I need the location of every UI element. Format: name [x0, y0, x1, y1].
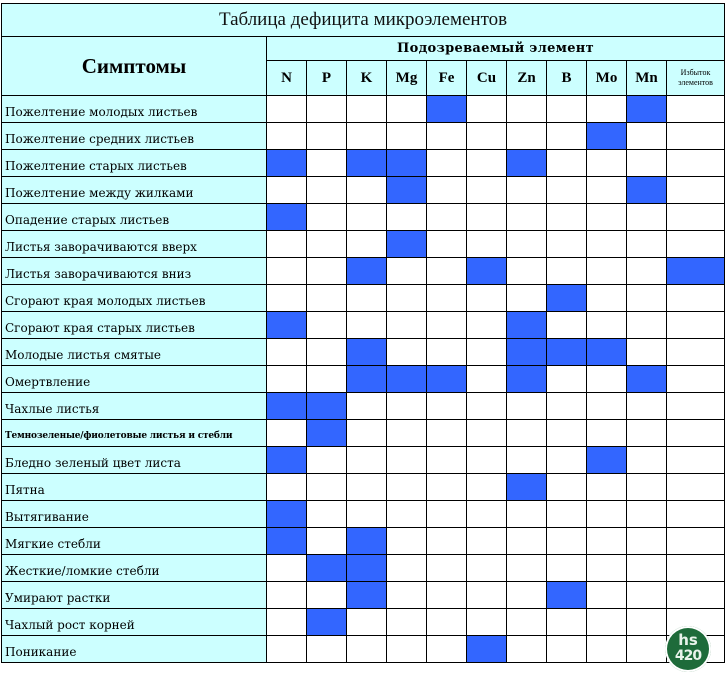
empty-cell [587, 501, 627, 528]
empty-cell [587, 312, 627, 339]
symptom-label: Темнозеленые/фиолетовые листья и стебли [2, 420, 267, 447]
marked-cell [347, 582, 387, 609]
empty-cell [307, 474, 347, 501]
empty-cell [467, 285, 507, 312]
empty-cell [587, 177, 627, 204]
symptom-label: Жесткие/ломкие стебли [2, 555, 267, 582]
symptom-label: Сгорают края молодых листьев [2, 285, 267, 312]
empty-cell [387, 528, 427, 555]
empty-cell [307, 258, 347, 285]
symptom-label: Вытягивание [2, 501, 267, 528]
empty-cell [507, 204, 547, 231]
empty-cell [587, 528, 627, 555]
empty-cell [667, 447, 725, 474]
empty-cell [667, 393, 725, 420]
empty-cell [547, 231, 587, 258]
empty-cell [307, 636, 347, 663]
empty-cell [627, 609, 667, 636]
empty-cell [427, 177, 467, 204]
empty-cell [467, 555, 507, 582]
marked-cell [627, 366, 667, 393]
empty-cell [467, 150, 507, 177]
empty-cell [347, 177, 387, 204]
empty-cell [627, 501, 667, 528]
empty-cell [347, 312, 387, 339]
empty-cell [267, 420, 307, 447]
marked-cell [347, 339, 387, 366]
marked-cell [347, 528, 387, 555]
marked-cell [347, 150, 387, 177]
empty-cell [587, 231, 627, 258]
marked-cell [307, 609, 347, 636]
table-row [2, 447, 725, 474]
marked-cell [627, 177, 667, 204]
empty-cell [667, 528, 725, 555]
table-row [2, 339, 725, 366]
empty-cell [467, 204, 507, 231]
table-row [2, 123, 725, 150]
empty-cell [507, 501, 547, 528]
suspected-element-header: Подозреваемый элемент [267, 37, 725, 61]
deficiency-table [1, 3, 725, 663]
empty-cell [427, 123, 467, 150]
symptom-label: Опадение старых листьев [2, 204, 267, 231]
table-row [2, 231, 725, 258]
empty-cell [547, 609, 587, 636]
empty-cell [547, 258, 587, 285]
logo-text-bottom: 420 [674, 648, 702, 664]
empty-cell [627, 204, 667, 231]
empty-cell [307, 96, 347, 123]
symptom-label: Омертвление [2, 366, 267, 393]
element-header-fe: Fe [427, 61, 467, 96]
empty-cell [307, 285, 347, 312]
table-row [2, 366, 725, 393]
table-row [2, 501, 725, 528]
empty-cell [427, 447, 467, 474]
marked-cell [667, 258, 725, 285]
empty-cell [307, 528, 347, 555]
empty-cell [467, 312, 507, 339]
empty-cell [267, 258, 307, 285]
element-header-mo: Mo [587, 61, 627, 96]
marked-cell [507, 366, 547, 393]
empty-cell [467, 420, 507, 447]
empty-cell [467, 339, 507, 366]
empty-cell [387, 123, 427, 150]
empty-cell [547, 204, 587, 231]
empty-cell [347, 501, 387, 528]
empty-cell [347, 474, 387, 501]
empty-cell [587, 258, 627, 285]
empty-cell [587, 420, 627, 447]
empty-cell [467, 366, 507, 393]
marked-cell [467, 636, 507, 663]
marked-cell [547, 582, 587, 609]
empty-cell [427, 258, 467, 285]
marked-cell [387, 150, 427, 177]
empty-cell [387, 501, 427, 528]
marked-cell [347, 258, 387, 285]
empty-cell [467, 231, 507, 258]
marked-cell [267, 393, 307, 420]
empty-cell [387, 285, 427, 312]
empty-cell [307, 582, 347, 609]
empty-cell [547, 366, 587, 393]
table-row [2, 474, 725, 501]
marked-cell [467, 258, 507, 285]
empty-cell [347, 609, 387, 636]
empty-cell [667, 366, 725, 393]
marked-cell [587, 447, 627, 474]
symptom-label: Умирают растки [2, 582, 267, 609]
empty-cell [347, 285, 387, 312]
empty-cell [387, 339, 427, 366]
empty-cell [667, 339, 725, 366]
empty-cell [627, 393, 667, 420]
empty-cell [427, 204, 467, 231]
element-header-zn: Zn [507, 61, 547, 96]
empty-cell [307, 177, 347, 204]
symptom-label: Чахлый рост корней [2, 609, 267, 636]
empty-cell [667, 312, 725, 339]
empty-cell [667, 96, 725, 123]
empty-cell [627, 636, 667, 663]
empty-cell [307, 312, 347, 339]
empty-cell [387, 474, 427, 501]
empty-cell [267, 636, 307, 663]
marked-cell [267, 204, 307, 231]
empty-cell [587, 393, 627, 420]
empty-cell [427, 636, 467, 663]
empty-cell [547, 312, 587, 339]
table-row [2, 420, 725, 447]
empty-cell [427, 555, 467, 582]
symptom-label: Пятна [2, 474, 267, 501]
element-header-b: B [547, 61, 587, 96]
symptoms-header: Симптомы [2, 37, 267, 96]
table-row [2, 528, 725, 555]
table-row [2, 555, 725, 582]
empty-cell [667, 420, 725, 447]
empty-cell [627, 231, 667, 258]
empty-cell [587, 582, 627, 609]
empty-cell [507, 420, 547, 447]
symptom-label: Сгорают края старых листьев [2, 312, 267, 339]
empty-cell [667, 123, 725, 150]
marked-cell [507, 339, 547, 366]
table-row [2, 609, 725, 636]
empty-cell [547, 636, 587, 663]
empty-cell [627, 420, 667, 447]
empty-cell [627, 123, 667, 150]
empty-cell [627, 555, 667, 582]
empty-cell [427, 393, 467, 420]
empty-cell [627, 150, 667, 177]
empty-cell [387, 204, 427, 231]
empty-cell [267, 582, 307, 609]
empty-cell [467, 609, 507, 636]
empty-cell [507, 447, 547, 474]
empty-cell [307, 123, 347, 150]
marked-cell [507, 150, 547, 177]
empty-cell [627, 312, 667, 339]
empty-cell [347, 204, 387, 231]
symptom-label: Мягкие стебли [2, 528, 267, 555]
empty-cell [667, 285, 725, 312]
empty-cell [387, 393, 427, 420]
table-title: Таблица дефицита микроэлементов [2, 4, 725, 37]
empty-cell [547, 447, 587, 474]
symptom-label: Бледно зеленый цвет листа [2, 447, 267, 474]
empty-cell [267, 96, 307, 123]
marked-cell [267, 312, 307, 339]
empty-cell [387, 555, 427, 582]
empty-cell [467, 528, 507, 555]
empty-cell [627, 339, 667, 366]
empty-cell [267, 366, 307, 393]
empty-cell [347, 123, 387, 150]
symptom-label: Молодые листья смятые [2, 339, 267, 366]
empty-cell [507, 96, 547, 123]
empty-cell [667, 150, 725, 177]
empty-cell [387, 258, 427, 285]
empty-cell [467, 501, 507, 528]
empty-cell [387, 420, 427, 447]
symptom-label: Поникание [2, 636, 267, 663]
empty-cell [267, 177, 307, 204]
empty-cell [307, 501, 347, 528]
empty-cell [547, 420, 587, 447]
symptom-label: Листья заворачиваются вниз [2, 258, 267, 285]
empty-cell [507, 231, 547, 258]
empty-cell [507, 393, 547, 420]
empty-cell [267, 555, 307, 582]
marked-cell [387, 366, 427, 393]
empty-cell [307, 339, 347, 366]
empty-cell [267, 339, 307, 366]
empty-cell [627, 582, 667, 609]
empty-cell [547, 393, 587, 420]
marked-cell [307, 420, 347, 447]
empty-cell [547, 150, 587, 177]
empty-cell [507, 258, 547, 285]
empty-cell [467, 474, 507, 501]
element-header-mn: Mn [627, 61, 667, 96]
empty-cell [587, 609, 627, 636]
marked-cell [267, 528, 307, 555]
marked-cell [587, 339, 627, 366]
marked-cell [427, 366, 467, 393]
empty-cell [507, 123, 547, 150]
marked-cell [547, 339, 587, 366]
logo-text-top: hs [678, 631, 698, 649]
element-header-cu: Cu [467, 61, 507, 96]
empty-cell [267, 474, 307, 501]
empty-cell [627, 474, 667, 501]
empty-cell [427, 582, 467, 609]
empty-cell [547, 96, 587, 123]
table-row [2, 582, 725, 609]
marked-cell [347, 366, 387, 393]
table-row [2, 204, 725, 231]
empty-cell [507, 582, 547, 609]
empty-cell [347, 393, 387, 420]
empty-cell [667, 177, 725, 204]
marked-cell [387, 231, 427, 258]
empty-cell [547, 177, 587, 204]
table-row [2, 312, 725, 339]
marked-cell [267, 150, 307, 177]
empty-cell [387, 609, 427, 636]
marked-cell [267, 501, 307, 528]
empty-cell [587, 150, 627, 177]
marked-cell [267, 447, 307, 474]
element-header-k: K [347, 61, 387, 96]
empty-cell [347, 636, 387, 663]
empty-cell [547, 501, 587, 528]
marked-cell [507, 474, 547, 501]
empty-cell [627, 285, 667, 312]
symptom-label: Пожелтение между жилками [2, 177, 267, 204]
marked-cell [547, 285, 587, 312]
marked-cell [627, 96, 667, 123]
symptom-label: Чахлые листья [2, 393, 267, 420]
empty-cell [347, 96, 387, 123]
symptom-label: Пожелтение средних листьев [2, 123, 267, 150]
empty-cell [387, 96, 427, 123]
empty-cell [587, 555, 627, 582]
empty-cell [667, 231, 725, 258]
marked-cell [587, 123, 627, 150]
empty-cell [427, 285, 467, 312]
empty-cell [547, 528, 587, 555]
empty-cell [427, 528, 467, 555]
empty-cell [627, 528, 667, 555]
empty-cell [667, 555, 725, 582]
empty-cell [667, 474, 725, 501]
marked-cell [307, 555, 347, 582]
empty-cell [467, 447, 507, 474]
empty-cell [427, 474, 467, 501]
marked-cell [307, 393, 347, 420]
empty-cell [267, 231, 307, 258]
empty-cell [467, 177, 507, 204]
empty-cell [427, 231, 467, 258]
element-header-p: P [307, 61, 347, 96]
empty-cell [347, 420, 387, 447]
element-header-n: N [267, 61, 307, 96]
empty-cell [547, 474, 587, 501]
empty-cell [467, 123, 507, 150]
symptom-label: Пожелтение молодых листьев [2, 96, 267, 123]
empty-cell [507, 177, 547, 204]
empty-cell [307, 231, 347, 258]
table-row [2, 96, 725, 123]
empty-cell [307, 366, 347, 393]
empty-cell [667, 582, 725, 609]
element-header-mg: Mg [387, 61, 427, 96]
empty-cell [587, 636, 627, 663]
empty-cell [387, 636, 427, 663]
empty-cell [587, 96, 627, 123]
symptom-label: Листья заворачиваются вверх [2, 231, 267, 258]
empty-cell [547, 555, 587, 582]
table-row [2, 258, 725, 285]
empty-cell [627, 258, 667, 285]
table-row [2, 177, 725, 204]
empty-cell [507, 636, 547, 663]
empty-cell [267, 285, 307, 312]
table-row [2, 150, 725, 177]
empty-cell [587, 204, 627, 231]
empty-cell [387, 582, 427, 609]
empty-cell [347, 231, 387, 258]
empty-cell [467, 393, 507, 420]
empty-cell [307, 204, 347, 231]
empty-cell [667, 501, 725, 528]
empty-cell [507, 555, 547, 582]
empty-cell [387, 312, 427, 339]
empty-cell [507, 528, 547, 555]
empty-cell [427, 339, 467, 366]
marked-cell [347, 555, 387, 582]
table-row [2, 285, 725, 312]
table-row [2, 636, 725, 663]
empty-cell [347, 447, 387, 474]
table-row [2, 393, 725, 420]
empty-cell [627, 447, 667, 474]
empty-cell [467, 96, 507, 123]
empty-cell [267, 123, 307, 150]
empty-cell [507, 609, 547, 636]
empty-cell [267, 609, 307, 636]
empty-cell [427, 420, 467, 447]
empty-cell [427, 501, 467, 528]
empty-cell [307, 150, 347, 177]
empty-cell [507, 285, 547, 312]
symptom-label: Пожелтение старых листьев [2, 150, 267, 177]
marked-cell [387, 177, 427, 204]
empty-cell [307, 447, 347, 474]
empty-cell [427, 609, 467, 636]
empty-cell [587, 474, 627, 501]
empty-cell [427, 312, 467, 339]
marked-cell [507, 312, 547, 339]
empty-cell [387, 447, 427, 474]
empty-cell [427, 150, 467, 177]
empty-cell [467, 582, 507, 609]
element-header-excess: Избыток элементов [667, 61, 725, 96]
empty-cell [547, 123, 587, 150]
marked-cell [427, 96, 467, 123]
empty-cell [587, 285, 627, 312]
empty-cell [587, 366, 627, 393]
hs420-logo [665, 626, 711, 672]
empty-cell [667, 204, 725, 231]
